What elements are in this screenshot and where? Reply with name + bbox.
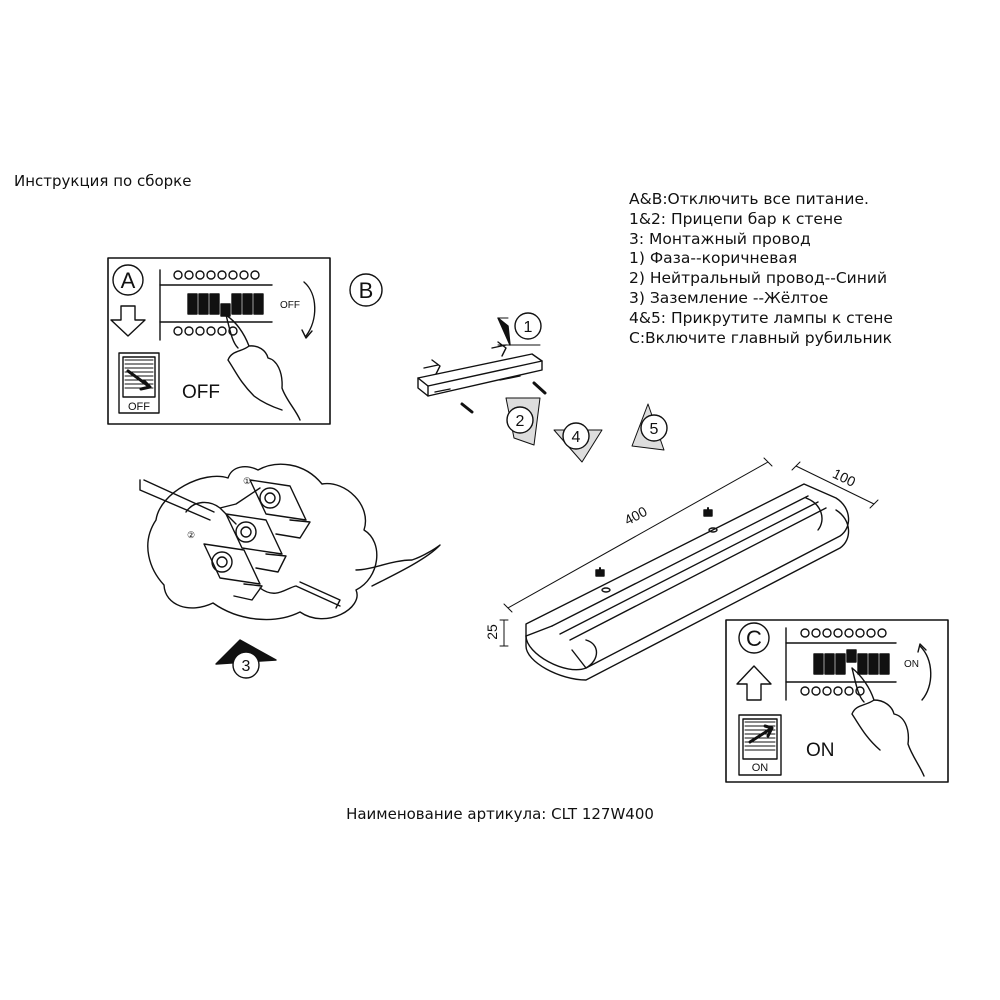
marker-label: 5 bbox=[649, 421, 659, 438]
panel-a bbox=[108, 258, 330, 424]
step-line: 1) Фаза--коричневая bbox=[629, 249, 798, 268]
panel-c-state: ON bbox=[806, 740, 835, 761]
screw-icon bbox=[462, 404, 472, 412]
switch-off-label: OFF bbox=[128, 401, 150, 413]
step-marker-1 bbox=[498, 313, 541, 345]
screw-icon bbox=[492, 342, 506, 356]
arrow-up-icon bbox=[737, 666, 771, 700]
panel-c-letter: C bbox=[746, 626, 762, 651]
dimension-depth: 100 bbox=[830, 465, 859, 490]
breaker-board-icon bbox=[786, 628, 896, 700]
panel-a-state: OFF bbox=[182, 382, 220, 403]
dimension-height: 25 bbox=[484, 624, 500, 640]
panel-a-letter: A bbox=[120, 268, 136, 293]
step-line: A&B:Отключить все питание. bbox=[629, 190, 869, 208]
marker-label: 2 bbox=[515, 413, 525, 430]
arrow-down-icon bbox=[111, 306, 145, 336]
step-marker-3 bbox=[216, 640, 276, 678]
terminal-live-symbol: ① bbox=[243, 476, 252, 486]
marker-label: 4 bbox=[571, 429, 581, 446]
switch-on-label: ON bbox=[751, 762, 769, 774]
step-marker-2 bbox=[506, 398, 540, 445]
curve-arrow-icon bbox=[920, 646, 931, 700]
curve-arrow-icon bbox=[304, 282, 315, 336]
panel-c-arrow-label: ON bbox=[904, 659, 919, 670]
step-line: 3: Монтажный провод bbox=[629, 229, 811, 248]
screw-icon bbox=[534, 383, 545, 393]
breaker-board-icon bbox=[160, 270, 272, 340]
step-line: 3) Заземление --Жёлтое bbox=[629, 288, 829, 307]
marker-label: 3 bbox=[241, 658, 251, 675]
step-marker-5 bbox=[632, 404, 667, 450]
hand-icon bbox=[852, 668, 924, 776]
terminal-neutral-symbol: ② bbox=[187, 530, 196, 540]
panel-b-letter: B bbox=[358, 278, 374, 303]
dimension-length: 400 bbox=[621, 503, 650, 529]
article-name: Наименование артикула: CLT 127W400 bbox=[346, 805, 654, 823]
document-title: Инструкция по сборке bbox=[14, 172, 192, 190]
screw-icon bbox=[424, 360, 440, 374]
step-line: 2) Нейтральный провод--Синий bbox=[629, 269, 888, 288]
power-cable bbox=[140, 480, 214, 520]
wiring-detail bbox=[140, 464, 440, 619]
step-line: C:Включите главный рубильник bbox=[629, 328, 893, 347]
step-line: 4&5: Прикрутите лампы к стене bbox=[629, 308, 893, 327]
step-line: 1&2: Прицепи бар к стене bbox=[629, 209, 843, 228]
marker-label: 1 bbox=[523, 319, 533, 336]
step-marker-4 bbox=[554, 423, 602, 462]
lamp-body bbox=[526, 484, 849, 680]
output-cable bbox=[260, 582, 340, 608]
dimension-lines bbox=[500, 458, 878, 646]
terminal-block bbox=[204, 480, 310, 600]
panel-c bbox=[726, 620, 948, 782]
panel-a-arrow-label: OFF bbox=[280, 300, 300, 311]
